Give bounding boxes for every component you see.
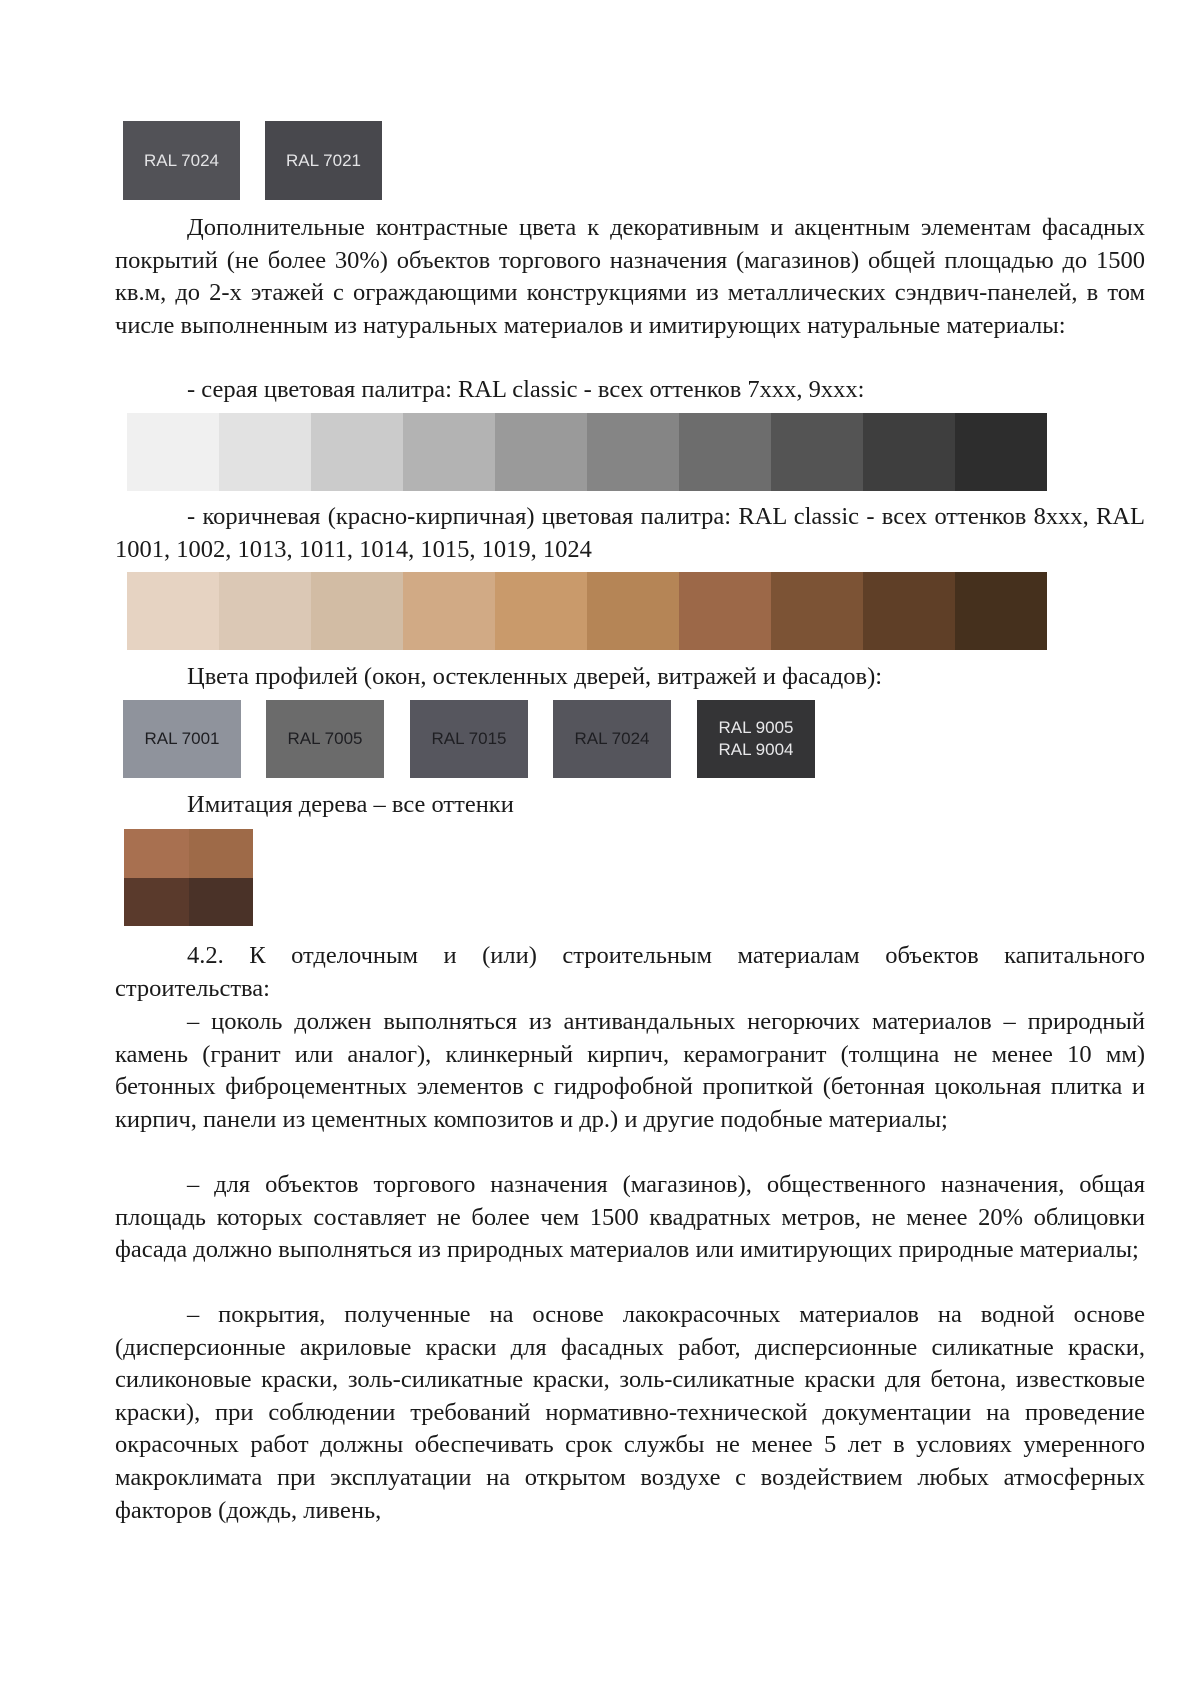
grey-shade-9 bbox=[863, 413, 955, 491]
brown-shade-7 bbox=[679, 572, 771, 650]
swatch-label: RAL 7001 bbox=[144, 729, 220, 748]
brown-palette-label: - коричневая (красно-кирпичная) цветовая палитра: RAL classic - всех оттенков 8xxx, RAL 1001, 1002, 1013, 1011, 1014, 1015, 1019, 1024 bbox=[115, 503, 1145, 563]
grey-shade-8 bbox=[771, 413, 863, 491]
brown-shade-5 bbox=[495, 572, 587, 650]
swatch-label: RAL 7024 bbox=[574, 729, 650, 748]
swatch-ral-7021-top bbox=[265, 121, 382, 200]
swatch-ral-9005-9004 bbox=[697, 700, 815, 778]
swatch-ral-7015 bbox=[410, 700, 528, 778]
brown-shade-8 bbox=[771, 572, 863, 650]
bullet-retail-facade: – для объектов торгового назначения (магазинов), общественного назначения, общая площадь которых составляет не более чем 1500 квадратных метров, не менее 20% облицовки фасада должно выполняться из природных материалов или имитирующих природные материалы; bbox=[115, 1171, 1145, 1264]
section-4-2: 4.2. К отделочным и (или) строительным материалам объектов капитального строительства: bbox=[115, 942, 1145, 1002]
brown-palette-strip bbox=[127, 572, 1047, 650]
swatch-label: RAL 7021 bbox=[286, 150, 361, 170]
wood-tile bbox=[124, 878, 189, 927]
swatch-ral-7024-top bbox=[123, 121, 240, 200]
swatch-ral-7024 bbox=[553, 700, 671, 778]
brown-shade-1 bbox=[127, 572, 219, 650]
swatch-label: RAL 9004 bbox=[718, 740, 794, 759]
grey-shade-1 bbox=[127, 413, 219, 491]
swatch-label: RAL 7015 bbox=[431, 729, 507, 748]
wood-tile bbox=[189, 829, 254, 878]
grey-shade-3 bbox=[311, 413, 403, 491]
bullet-plinth: – цоколь должен выполняться из антивандальных негорючих материалов – природный камень (гранит или аналог), клинкерный кирпич, керамогранит (толщина не менее 10 мм) бетонных фиброцементных элементов с гидрофобной пропиткой (бетонная цокольная плитка и кирпич, панели из цементных композитов и др.) и другие подобные материалы; bbox=[115, 1008, 1145, 1133]
grey-palette-label: - серая цветовая палитра: RAL classic - всех оттенков 7xxx, 9xxx: bbox=[187, 376, 865, 403]
grey-shade-6 bbox=[587, 413, 679, 491]
grey-palette-strip bbox=[127, 413, 1047, 491]
swatch-label: RAL 7024 bbox=[144, 150, 219, 170]
wood-tile bbox=[124, 829, 189, 878]
grey-shade-7 bbox=[679, 413, 771, 491]
brown-shade-3 bbox=[311, 572, 403, 650]
grey-shade-4 bbox=[403, 413, 495, 491]
brown-shade-2 bbox=[219, 572, 311, 650]
profiles-heading: Цвета профилей (окон, остекленных дверей, витражей и фасадов): bbox=[187, 663, 883, 690]
bullet-coatings: – покрытия, полученные на основе лакокрасочных материалов на водной основе (дисперсионные акриловые краски для фасадных работ, дисперсионные силикатные краски, силиконовые краски, золь-силикатные краски, золь-силикатные краски для бетона, известковые краски), при соблюдении требований нормативно-технической документации на проведение окрасочных работ должны обеспечивать срок службы не менее 5 лет в условиях умеренного макроклимата при эксплуатации на открытом воздухе с воздействием любых атмосферных факторов (дождь, ливень, bbox=[115, 1301, 1145, 1524]
swatch-ral-7005 bbox=[266, 700, 384, 778]
grey-shade-2 bbox=[219, 413, 311, 491]
wood-imitation-swatch bbox=[124, 829, 253, 926]
swatch-ral-7001 bbox=[123, 700, 241, 778]
grey-shade-5 bbox=[495, 413, 587, 491]
brown-shade-10 bbox=[955, 572, 1047, 650]
brown-shade-9 bbox=[863, 572, 955, 650]
wood-tile bbox=[189, 878, 254, 927]
swatch-label: RAL 7005 bbox=[287, 729, 363, 748]
brown-shade-6 bbox=[587, 572, 679, 650]
wood-heading: Имитация дерева – все оттенки bbox=[187, 791, 514, 818]
swatch-label: RAL 9005 bbox=[718, 718, 794, 737]
paragraph-contrast-colors: Дополнительные контрастные цвета к декоративным и акцентным элементам фасадных покрытий (не более 30%) объектов торгового назначения (магазинов) общей площадью до 1500 кв.м, до 2-х этажей с ограждающими конструкциями из металлических сэндвич-панелей, в том числе выполненным из натуральных материалов и имитирующих натуральные материалы: bbox=[115, 214, 1145, 339]
brown-shade-4 bbox=[403, 572, 495, 650]
grey-shade-10 bbox=[955, 413, 1047, 491]
